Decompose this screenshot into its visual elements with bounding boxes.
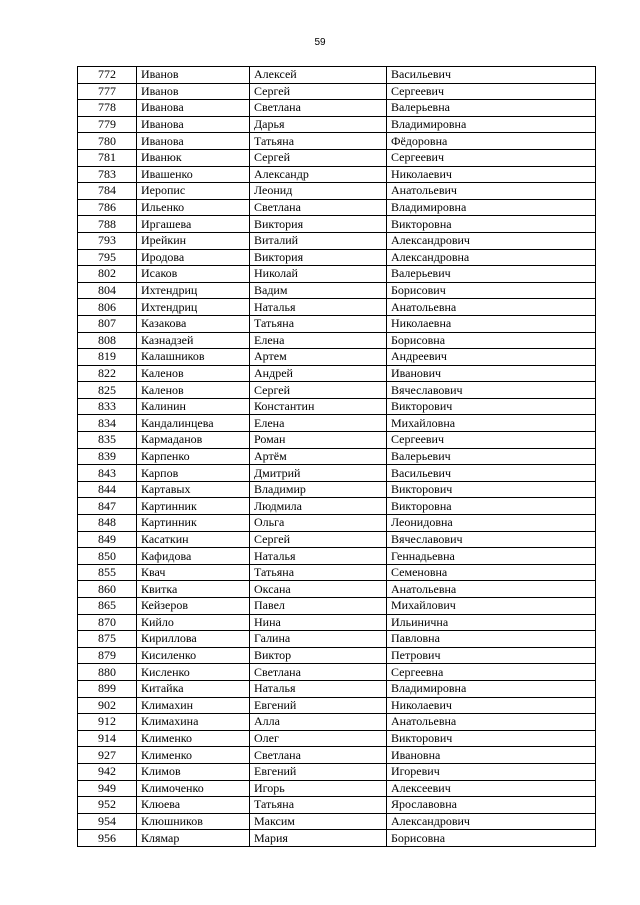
row-number-cell: 879 <box>78 647 137 664</box>
row-number-cell: 822 <box>78 365 137 382</box>
row-number-cell: 843 <box>78 465 137 482</box>
last-name-cell: Картинник <box>137 515 250 532</box>
last-name-cell: Климоченко <box>137 780 250 797</box>
table-row <box>78 183 596 200</box>
first-name-cell: Евгений <box>250 763 387 780</box>
last-name-cell: Картинник <box>137 498 250 515</box>
page-number: 59 <box>314 37 326 48</box>
patronymic-cell: Александровна <box>387 249 596 266</box>
patronymic-cell: Геннадьевна <box>387 548 596 565</box>
table-row <box>78 598 596 615</box>
table-row <box>78 199 596 216</box>
patronymic-cell: Ивановна <box>387 747 596 764</box>
table-row <box>78 664 596 681</box>
table-row <box>78 747 596 764</box>
first-name-cell: Наталья <box>250 299 387 316</box>
patronymic-cell: Владимировна <box>387 116 596 133</box>
last-name-cell: Кириллова <box>137 631 250 648</box>
row-number-cell: 849 <box>78 531 137 548</box>
row-number-cell: 779 <box>78 116 137 133</box>
first-name-cell: Алексей <box>250 67 387 84</box>
first-name-cell: Евгений <box>250 697 387 714</box>
last-name-cell: Клюева <box>137 797 250 814</box>
first-name-cell: Максим <box>250 813 387 830</box>
patronymic-cell: Александрович <box>387 232 596 249</box>
last-name-cell: Климов <box>137 763 250 780</box>
first-name-cell: Олег <box>250 730 387 747</box>
table-row <box>78 448 596 465</box>
first-name-cell: Светлана <box>250 664 387 681</box>
last-name-cell: Иванов <box>137 83 250 100</box>
row-number-cell: 949 <box>78 780 137 797</box>
row-number-cell: 952 <box>78 797 137 814</box>
last-name-cell: Калинин <box>137 398 250 415</box>
last-name-cell: Иеропис <box>137 183 250 200</box>
table-row <box>78 564 596 581</box>
row-number-cell: 778 <box>78 100 137 117</box>
patronymic-cell: Владимировна <box>387 199 596 216</box>
table-row <box>78 149 596 166</box>
first-name-cell: Елена <box>250 332 387 349</box>
last-name-cell: Казнадзей <box>137 332 250 349</box>
last-name-cell: Иванова <box>137 100 250 117</box>
table-row <box>78 581 596 598</box>
patronymic-cell: Леонидовна <box>387 515 596 532</box>
row-number-cell: 804 <box>78 282 137 299</box>
first-name-cell: Николай <box>250 266 387 283</box>
first-name-cell: Татьяна <box>250 133 387 150</box>
table-row <box>78 697 596 714</box>
row-number-cell: 819 <box>78 349 137 366</box>
patronymic-cell: Вячеславович <box>387 531 596 548</box>
last-name-cell: Каленов <box>137 365 250 382</box>
row-number-cell: 899 <box>78 680 137 697</box>
last-name-cell: Климахина <box>137 714 250 731</box>
row-number-cell: 865 <box>78 598 137 615</box>
row-number-cell: 902 <box>78 697 137 714</box>
row-number-cell: 860 <box>78 581 137 598</box>
last-name-cell: Иванова <box>137 133 250 150</box>
row-number-cell: 956 <box>78 830 137 847</box>
last-name-cell: Калашников <box>137 349 250 366</box>
patronymic-cell: Валерьевна <box>387 100 596 117</box>
first-name-cell: Виктория <box>250 216 387 233</box>
patronymic-cell: Валерьевич <box>387 448 596 465</box>
row-number-cell: 880 <box>78 664 137 681</box>
row-number-cell: 870 <box>78 614 137 631</box>
row-number-cell: 844 <box>78 481 137 498</box>
table-row <box>78 797 596 814</box>
first-name-cell: Павел <box>250 598 387 615</box>
first-name-cell: Мария <box>250 830 387 847</box>
last-name-cell: Карпенко <box>137 448 250 465</box>
patronymic-cell: Михайлович <box>387 598 596 615</box>
row-number-cell: 848 <box>78 515 137 532</box>
table-row <box>78 398 596 415</box>
table-row <box>78 166 596 183</box>
table-row <box>78 415 596 432</box>
last-name-cell: Картавых <box>137 481 250 498</box>
first-name-cell: Леонид <box>250 183 387 200</box>
last-name-cell: Квитка <box>137 581 250 598</box>
first-name-cell: Светлана <box>250 100 387 117</box>
first-name-cell: Оксана <box>250 581 387 598</box>
first-name-cell: Татьяна <box>250 564 387 581</box>
table-row <box>78 780 596 797</box>
row-number-cell: 808 <box>78 332 137 349</box>
patronymic-cell: Сергеевич <box>387 83 596 100</box>
first-name-cell: Константин <box>250 398 387 415</box>
last-name-cell: Иванюк <box>137 149 250 166</box>
row-number-cell: 784 <box>78 183 137 200</box>
last-name-cell: Кейзеров <box>137 598 250 615</box>
first-name-cell: Наталья <box>250 680 387 697</box>
first-name-cell: Ольга <box>250 515 387 532</box>
patronymic-cell: Николаевич <box>387 166 596 183</box>
first-name-cell: Александр <box>250 166 387 183</box>
first-name-cell: Галина <box>250 631 387 648</box>
first-name-cell: Дмитрий <box>250 465 387 482</box>
table-row <box>78 133 596 150</box>
patronymic-cell: Викторович <box>387 398 596 415</box>
first-name-cell: Сергей <box>250 382 387 399</box>
table-row <box>78 365 596 382</box>
patronymic-cell: Иванович <box>387 365 596 382</box>
table-row <box>78 249 596 266</box>
table-row <box>78 116 596 133</box>
patronymic-cell: Валерьевич <box>387 266 596 283</box>
patronymic-cell: Викторович <box>387 481 596 498</box>
last-name-cell: Каленов <box>137 382 250 399</box>
last-name-cell: Китайка <box>137 680 250 697</box>
table-row <box>78 315 596 332</box>
row-number-cell: 835 <box>78 432 137 449</box>
last-name-cell: Касаткин <box>137 531 250 548</box>
last-name-cell: Иванова <box>137 116 250 133</box>
row-number-cell: 954 <box>78 813 137 830</box>
patronymic-cell: Анатольевна <box>387 714 596 731</box>
patronymic-cell: Сергеевич <box>387 432 596 449</box>
patronymic-cell: Анатольевич <box>387 183 596 200</box>
table-row <box>78 432 596 449</box>
first-name-cell: Виктор <box>250 647 387 664</box>
row-number-cell: 788 <box>78 216 137 233</box>
first-name-cell: Елена <box>250 415 387 432</box>
first-name-cell: Дарья <box>250 116 387 133</box>
patronymic-cell: Петрович <box>387 647 596 664</box>
patronymic-cell: Игоревич <box>387 763 596 780</box>
first-name-cell: Сергей <box>250 83 387 100</box>
row-number-cell: 850 <box>78 548 137 565</box>
first-name-cell: Владимир <box>250 481 387 498</box>
row-number-cell: 833 <box>78 398 137 415</box>
table-row <box>78 531 596 548</box>
patronymic-cell: Вячеславович <box>387 382 596 399</box>
first-name-cell: Виталий <box>250 232 387 249</box>
row-number-cell: 793 <box>78 232 137 249</box>
patronymic-cell: Викторович <box>387 730 596 747</box>
table-row <box>78 282 596 299</box>
row-number-cell: 875 <box>78 631 137 648</box>
first-name-cell: Андрей <box>250 365 387 382</box>
patronymic-cell: Ярославовна <box>387 797 596 814</box>
table-row <box>78 349 596 366</box>
patronymic-cell: Андреевич <box>387 349 596 366</box>
table-row <box>78 67 596 84</box>
first-name-cell: Татьяна <box>250 797 387 814</box>
row-number-cell: 780 <box>78 133 137 150</box>
patronymic-cell: Борисовна <box>387 332 596 349</box>
row-number-cell: 781 <box>78 149 137 166</box>
first-name-cell: Вадим <box>250 282 387 299</box>
table-row <box>78 631 596 648</box>
patronymic-cell: Сергеевич <box>387 149 596 166</box>
last-name-cell: Иванов <box>137 67 250 84</box>
table-row <box>78 548 596 565</box>
last-name-cell: Ирейкин <box>137 232 250 249</box>
row-number-cell: 777 <box>78 83 137 100</box>
patronymic-cell: Александрович <box>387 813 596 830</box>
row-number-cell: 807 <box>78 315 137 332</box>
row-number-cell: 912 <box>78 714 137 731</box>
patronymic-cell: Николаевич <box>387 697 596 714</box>
last-name-cell: Кафидова <box>137 548 250 565</box>
row-number-cell: 834 <box>78 415 137 432</box>
row-number-cell: 847 <box>78 498 137 515</box>
row-number-cell: 942 <box>78 763 137 780</box>
patronymic-cell: Павловна <box>387 631 596 648</box>
last-name-cell: Кисиленко <box>137 647 250 664</box>
last-name-cell: Карпов <box>137 465 250 482</box>
table-row <box>78 299 596 316</box>
first-name-cell: Сергей <box>250 149 387 166</box>
table-row <box>78 730 596 747</box>
patronymic-cell: Викторовна <box>387 498 596 515</box>
last-name-cell: Казакова <box>137 315 250 332</box>
last-name-cell: Исаков <box>137 266 250 283</box>
row-number-cell: 802 <box>78 266 137 283</box>
first-name-cell: Татьяна <box>250 315 387 332</box>
last-name-cell: Клименко <box>137 730 250 747</box>
table-row <box>78 680 596 697</box>
first-name-cell: Сергей <box>250 531 387 548</box>
row-number-cell: 786 <box>78 199 137 216</box>
first-name-cell: Виктория <box>250 249 387 266</box>
first-name-cell: Наталья <box>250 548 387 565</box>
last-name-cell: Кандалинцева <box>137 415 250 432</box>
row-number-cell: 795 <box>78 249 137 266</box>
last-name-cell: Клямар <box>137 830 250 847</box>
last-name-cell: Квач <box>137 564 250 581</box>
row-number-cell: 825 <box>78 382 137 399</box>
patronymic-cell: Владимировна <box>387 680 596 697</box>
patronymic-cell: Борисовна <box>387 830 596 847</box>
patronymic-cell: Анатольевна <box>387 299 596 316</box>
last-name-cell: Клименко <box>137 747 250 764</box>
first-name-cell: Нина <box>250 614 387 631</box>
first-name-cell: Людмила <box>250 498 387 515</box>
row-number-cell: 914 <box>78 730 137 747</box>
row-number-cell: 783 <box>78 166 137 183</box>
patronymic-cell: Васильевич <box>387 67 596 84</box>
table-row <box>78 647 596 664</box>
patronymic-cell: Фёдоровна <box>387 133 596 150</box>
table-row <box>78 481 596 498</box>
table-row <box>78 614 596 631</box>
last-name-cell: Ильенко <box>137 199 250 216</box>
last-name-cell: Кисленко <box>137 664 250 681</box>
row-number-cell: 927 <box>78 747 137 764</box>
last-name-cell: Иродова <box>137 249 250 266</box>
table-row <box>78 714 596 731</box>
table-row <box>78 498 596 515</box>
table-row <box>78 763 596 780</box>
row-number-cell: 806 <box>78 299 137 316</box>
patronymic-cell: Сергеевна <box>387 664 596 681</box>
table-row <box>78 83 596 100</box>
first-name-cell: Светлана <box>250 199 387 216</box>
roster-table <box>77 66 596 847</box>
table-row <box>78 830 596 847</box>
last-name-cell: Ихтендриц <box>137 282 250 299</box>
first-name-cell: Роман <box>250 432 387 449</box>
patronymic-cell: Борисович <box>387 282 596 299</box>
table-row <box>78 266 596 283</box>
table-row <box>78 515 596 532</box>
last-name-cell: Ихтендриц <box>137 299 250 316</box>
last-name-cell: Иргашева <box>137 216 250 233</box>
table-row <box>78 813 596 830</box>
last-name-cell: Ивашенко <box>137 166 250 183</box>
row-number-cell: 772 <box>78 67 137 84</box>
patronymic-cell: Анатольевна <box>387 581 596 598</box>
last-name-cell: Клюшников <box>137 813 250 830</box>
table-row <box>78 216 596 233</box>
last-name-cell: Кийло <box>137 614 250 631</box>
last-name-cell: Климахин <box>137 697 250 714</box>
first-name-cell: Артём <box>250 448 387 465</box>
row-number-cell: 855 <box>78 564 137 581</box>
table-row <box>78 100 596 117</box>
row-number-cell: 839 <box>78 448 137 465</box>
table-row <box>78 382 596 399</box>
patronymic-cell: Васильевич <box>387 465 596 482</box>
patronymic-cell: Семеновна <box>387 564 596 581</box>
patronymic-cell: Алексеевич <box>387 780 596 797</box>
first-name-cell: Артем <box>250 349 387 366</box>
last-name-cell: Кармаданов <box>137 432 250 449</box>
table-row <box>78 332 596 349</box>
patronymic-cell: Викторовна <box>387 216 596 233</box>
table-row <box>78 465 596 482</box>
first-name-cell: Светлана <box>250 747 387 764</box>
roster-table-body <box>78 67 596 847</box>
patronymic-cell: Ильинична <box>387 614 596 631</box>
patronymic-cell: Николаевна <box>387 315 596 332</box>
patronymic-cell: Михайловна <box>387 415 596 432</box>
first-name-cell: Игорь <box>250 780 387 797</box>
table-row <box>78 232 596 249</box>
first-name-cell: Алла <box>250 714 387 731</box>
